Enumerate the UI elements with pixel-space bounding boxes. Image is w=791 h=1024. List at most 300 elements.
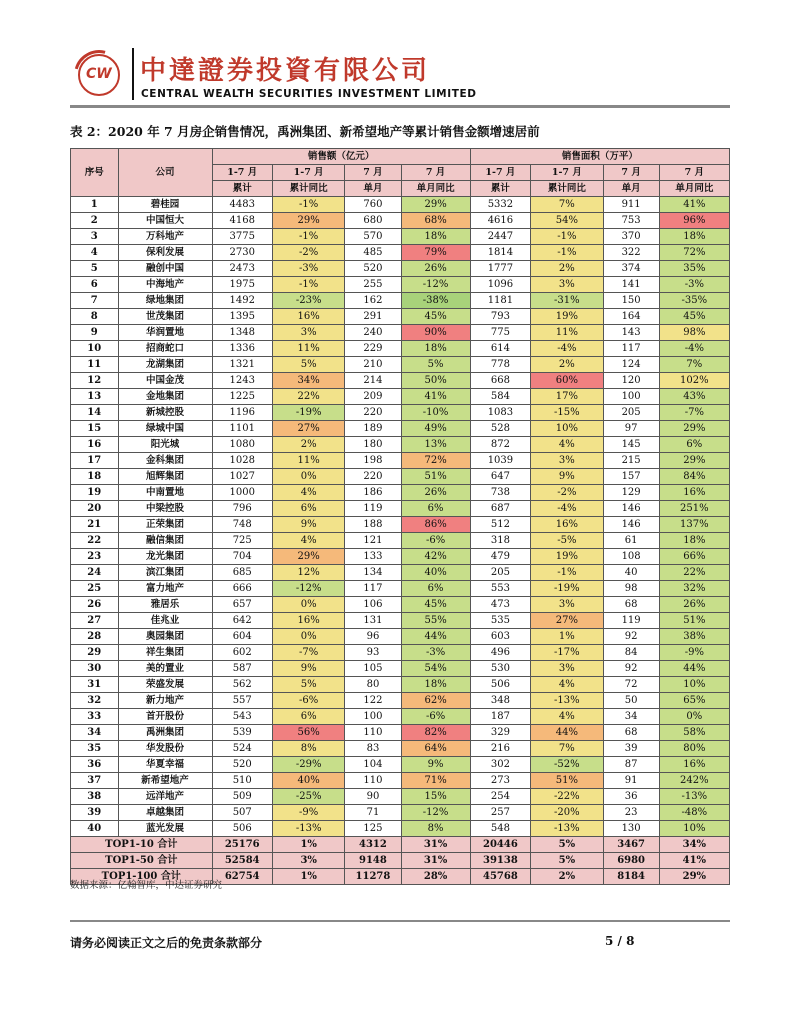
data-cell: -13%: [272, 821, 344, 837]
data-cell: 685: [212, 565, 272, 581]
row-number: 21: [71, 517, 119, 533]
total-cell: 6980: [603, 853, 659, 869]
total-cell: 29%: [659, 869, 729, 885]
data-cell: 141: [603, 277, 659, 293]
data-cell: 119: [603, 613, 659, 629]
data-cell: 214: [345, 373, 401, 389]
table-row: [71, 421, 730, 437]
data-cell: 55%: [401, 613, 470, 629]
company-name: 富力地产: [118, 581, 212, 597]
data-cell: 51%: [531, 773, 603, 789]
data-cell: 7%: [531, 741, 603, 757]
data-cell: 509: [212, 789, 272, 805]
company-name: 金科集团: [118, 453, 212, 469]
sub-header-top: 1-7 月: [531, 165, 603, 181]
company-name: 奥园集团: [118, 629, 212, 645]
row-number: 18: [71, 469, 119, 485]
data-cell: 273: [470, 773, 530, 789]
data-cell: 26%: [401, 485, 470, 501]
data-cell: 44%: [659, 661, 729, 677]
company-name: 绿地集团: [118, 293, 212, 309]
data-cell: 8%: [401, 821, 470, 837]
company-name: 雅居乐: [118, 597, 212, 613]
data-cell: 16%: [272, 613, 344, 629]
data-cell: -6%: [272, 693, 344, 709]
data-cell: 51%: [659, 613, 729, 629]
total-cell: 8184: [603, 869, 659, 885]
data-cell: 4%: [531, 677, 603, 693]
data-cell: 704: [212, 549, 272, 565]
data-cell: 587: [212, 661, 272, 677]
data-cell: 104: [345, 757, 401, 773]
data-cell: 5%: [401, 357, 470, 373]
data-cell: -9%: [272, 805, 344, 821]
data-cell: 7%: [531, 197, 603, 213]
data-cell: 496: [470, 645, 530, 661]
data-cell: 54%: [401, 661, 470, 677]
sub-header-bottom: 累计: [212, 181, 272, 197]
data-cell: 44%: [531, 725, 603, 741]
total-cell: 11278: [345, 869, 401, 885]
table-row: [71, 677, 730, 693]
data-cell: 86%: [401, 517, 470, 533]
table-row: [71, 389, 730, 405]
data-cell: 92: [603, 661, 659, 677]
row-number: 5: [71, 261, 119, 277]
row-number: 33: [71, 709, 119, 725]
data-cell: 102%: [659, 373, 729, 389]
table-row: [71, 197, 730, 213]
data-cell: -3%: [401, 645, 470, 661]
data-cell: -3%: [659, 277, 729, 293]
total-cell: 34%: [659, 837, 729, 853]
data-cell: 16%: [659, 485, 729, 501]
company-name: 融信集团: [118, 533, 212, 549]
row-number: 24: [71, 565, 119, 581]
data-cell: -3%: [272, 261, 344, 277]
header-rule: [70, 105, 730, 108]
footer-rule: [70, 920, 730, 922]
data-cell: 19%: [531, 309, 603, 325]
company-name: 正荣集团: [118, 517, 212, 533]
data-cell: 186: [345, 485, 401, 501]
data-cell: 36: [603, 789, 659, 805]
data-cell: 872: [470, 437, 530, 453]
data-cell: 108: [603, 549, 659, 565]
data-cell: 6%: [659, 437, 729, 453]
data-cell: 122: [345, 693, 401, 709]
data-cell: -5%: [531, 533, 603, 549]
data-cell: 6%: [272, 501, 344, 517]
table-row: [71, 693, 730, 709]
total-cell: 41%: [659, 853, 729, 869]
table-row: [71, 645, 730, 661]
data-cell: 666: [212, 581, 272, 597]
total-cell: 5%: [531, 853, 603, 869]
total-cell: 45768: [470, 869, 530, 885]
sub-header-top: 7 月: [345, 165, 401, 181]
data-cell: 1196: [212, 405, 272, 421]
data-cell: 29%: [272, 213, 344, 229]
data-cell: -48%: [659, 805, 729, 821]
company-name-cn: 中達證券投資有限公司: [140, 56, 431, 86]
data-cell: 557: [212, 693, 272, 709]
data-cell: 72%: [659, 245, 729, 261]
data-cell: 98%: [659, 325, 729, 341]
data-cell: 100: [603, 389, 659, 405]
table-row: [71, 341, 730, 357]
data-cell: 18%: [401, 341, 470, 357]
data-cell: -12%: [401, 277, 470, 293]
data-cell: 473: [470, 597, 530, 613]
data-cell: 90: [345, 789, 401, 805]
data-cell: 4168: [212, 213, 272, 229]
data-cell: 0%: [272, 469, 344, 485]
data-cell: 1181: [470, 293, 530, 309]
data-cell: 16%: [659, 757, 729, 773]
total-cell: 2%: [531, 869, 603, 885]
row-number: 16: [71, 437, 119, 453]
data-cell: 8%: [272, 741, 344, 757]
row-number: 12: [71, 373, 119, 389]
row-number: 20: [71, 501, 119, 517]
data-cell: 242%: [659, 773, 729, 789]
data-cell: 2473: [212, 261, 272, 277]
data-cell: 96%: [659, 213, 729, 229]
data-cell: 10%: [659, 821, 729, 837]
data-cell: 16%: [531, 517, 603, 533]
data-cell: -1%: [531, 245, 603, 261]
company-name: 中海地产: [118, 277, 212, 293]
data-cell: 68%: [401, 213, 470, 229]
data-cell: 240: [345, 325, 401, 341]
data-cell: 205: [603, 405, 659, 421]
data-cell: 479: [470, 549, 530, 565]
table-row: [71, 309, 730, 325]
row-number: 30: [71, 661, 119, 677]
data-cell: 34%: [272, 373, 344, 389]
data-cell: 143: [603, 325, 659, 341]
data-cell: -1%: [272, 277, 344, 293]
row-number: 31: [71, 677, 119, 693]
company-name: 新希望地产: [118, 773, 212, 789]
company-name: 新力地产: [118, 693, 212, 709]
data-cell: -19%: [272, 405, 344, 421]
data-cell: 125: [345, 821, 401, 837]
data-cell: 570: [345, 229, 401, 245]
row-number: 8: [71, 309, 119, 325]
data-cell: 45%: [401, 309, 470, 325]
data-cell: 725: [212, 533, 272, 549]
data-cell: 43%: [659, 389, 729, 405]
data-cell: 129: [603, 485, 659, 501]
data-cell: 56%: [272, 725, 344, 741]
data-cell: 187: [470, 709, 530, 725]
table-row: [71, 613, 730, 629]
total-cell: 4312: [345, 837, 401, 853]
row-number: 36: [71, 757, 119, 773]
table-row: [71, 517, 730, 533]
data-cell: 1039: [470, 453, 530, 469]
data-cell: 130: [603, 821, 659, 837]
row-number: 25: [71, 581, 119, 597]
company-name: 旭辉集团: [118, 469, 212, 485]
data-cell: 198: [345, 453, 401, 469]
data-cell: 1028: [212, 453, 272, 469]
total-cell: 3467: [603, 837, 659, 853]
data-cell: 5%: [272, 677, 344, 693]
data-cell: 1027: [212, 469, 272, 485]
data-cell: 39: [603, 741, 659, 757]
row-number: 40: [71, 821, 119, 837]
company-name: 滨江集团: [118, 565, 212, 581]
data-cell: 18%: [659, 229, 729, 245]
data-cell: 80: [345, 677, 401, 693]
data-cell: 40%: [272, 773, 344, 789]
total-cell: 1%: [272, 869, 344, 885]
data-cell: -35%: [659, 293, 729, 309]
row-number: 4: [71, 245, 119, 261]
data-cell: 1321: [212, 357, 272, 373]
data-cell: 796: [212, 501, 272, 517]
data-cell: 528: [470, 421, 530, 437]
data-cell: 29%: [659, 421, 729, 437]
table-row: [71, 245, 730, 261]
company-name: 首开股份: [118, 709, 212, 725]
data-cell: 1395: [212, 309, 272, 325]
data-cell: 98: [603, 581, 659, 597]
data-cell: 4%: [272, 485, 344, 501]
table-row: [71, 229, 730, 245]
data-cell: 34: [603, 709, 659, 725]
row-number: 17: [71, 453, 119, 469]
data-cell: 602: [212, 645, 272, 661]
total-cell: 52584: [212, 853, 272, 869]
data-cell: 45%: [401, 597, 470, 613]
data-cell: 84%: [659, 469, 729, 485]
sales-table: [70, 148, 730, 885]
table-row: [71, 325, 730, 341]
table-row: [71, 213, 730, 229]
row-number: 11: [71, 357, 119, 373]
data-cell: -4%: [531, 501, 603, 517]
table-row: [71, 757, 730, 773]
data-cell: 520: [212, 757, 272, 773]
data-cell: 1%: [531, 629, 603, 645]
data-cell: 485: [345, 245, 401, 261]
data-cell: -9%: [659, 645, 729, 661]
data-cell: 9%: [272, 517, 344, 533]
data-cell: 657: [212, 597, 272, 613]
row-number: 19: [71, 485, 119, 501]
data-cell: 1777: [470, 261, 530, 277]
company-name: 中国恒大: [118, 213, 212, 229]
data-cell: 146: [603, 517, 659, 533]
col-header-no: 序号: [71, 149, 119, 197]
data-cell: 775: [470, 325, 530, 341]
data-cell: 16%: [272, 309, 344, 325]
data-cell: 11%: [272, 341, 344, 357]
data-cell: 6%: [272, 709, 344, 725]
data-cell: -13%: [531, 693, 603, 709]
data-cell: -7%: [659, 405, 729, 421]
data-cell: 19%: [531, 549, 603, 565]
total-cell: 31%: [401, 853, 470, 869]
data-cell: 146: [603, 501, 659, 517]
row-number: 37: [71, 773, 119, 789]
data-cell: -1%: [531, 565, 603, 581]
data-cell: 506: [212, 821, 272, 837]
data-cell: 150: [603, 293, 659, 309]
data-cell: 1492: [212, 293, 272, 309]
total-cell: 25176: [212, 837, 272, 853]
data-cell: 61: [603, 533, 659, 549]
data-cell: 162: [345, 293, 401, 309]
data-cell: -13%: [659, 789, 729, 805]
company-name: 招商蛇口: [118, 341, 212, 357]
data-cell: 370: [603, 229, 659, 245]
company-name: 佳兆业: [118, 613, 212, 629]
data-cell: 32%: [659, 581, 729, 597]
sub-header-bottom: 单月: [603, 181, 659, 197]
data-cell: 164: [603, 309, 659, 325]
total-label: TOP1-100 合计: [71, 869, 213, 885]
data-cell: 5332: [470, 197, 530, 213]
group-header-area: 销售面积（万平）: [470, 149, 729, 165]
data-cell: 110: [345, 773, 401, 789]
data-cell: 322: [603, 245, 659, 261]
row-number: 34: [71, 725, 119, 741]
data-cell: 510: [212, 773, 272, 789]
data-cell: -4%: [659, 341, 729, 357]
sub-header-bottom: 单月同比: [659, 181, 729, 197]
table-row: [71, 533, 730, 549]
row-number: 39: [71, 805, 119, 821]
data-cell: 131: [345, 613, 401, 629]
data-cell: 539: [212, 725, 272, 741]
data-cell: 2%: [272, 437, 344, 453]
table-row: [71, 293, 730, 309]
data-cell: 49%: [401, 421, 470, 437]
data-cell: 41%: [659, 197, 729, 213]
data-cell: -6%: [401, 709, 470, 725]
company-name: 中南置地: [118, 485, 212, 501]
data-cell: 251%: [659, 501, 729, 517]
company-name: 华夏幸福: [118, 757, 212, 773]
data-cell: 92: [603, 629, 659, 645]
data-cell: 1101: [212, 421, 272, 437]
total-cell: 3%: [272, 853, 344, 869]
data-cell: 584: [470, 389, 530, 405]
data-cell: 64%: [401, 741, 470, 757]
data-cell: -25%: [272, 789, 344, 805]
data-cell: 50: [603, 693, 659, 709]
data-cell: -1%: [272, 229, 344, 245]
data-cell: 1243: [212, 373, 272, 389]
table-row: [71, 581, 730, 597]
data-cell: 348: [470, 693, 530, 709]
data-source-note: 数据来源：亿翰智库，中达证券研究: [70, 880, 223, 891]
data-cell: -12%: [401, 805, 470, 821]
data-cell: 120: [603, 373, 659, 389]
data-cell: 1080: [212, 437, 272, 453]
data-cell: 520: [345, 261, 401, 277]
data-cell: 302: [470, 757, 530, 773]
data-cell: 66%: [659, 549, 729, 565]
data-cell: -6%: [401, 533, 470, 549]
data-cell: 680: [345, 213, 401, 229]
data-cell: 72%: [401, 453, 470, 469]
row-number: 27: [71, 613, 119, 629]
row-number: 15: [71, 421, 119, 437]
total-cell: 9148: [345, 853, 401, 869]
total-cell: 31%: [401, 837, 470, 853]
data-cell: 3%: [531, 661, 603, 677]
data-cell: -52%: [531, 757, 603, 773]
data-cell: 318: [470, 533, 530, 549]
data-cell: 1336: [212, 341, 272, 357]
data-cell: 22%: [659, 565, 729, 581]
data-cell: -23%: [272, 293, 344, 309]
table-row: [71, 373, 730, 389]
data-cell: 18%: [659, 533, 729, 549]
data-cell: 3%: [531, 453, 603, 469]
company-name: 新城控股: [118, 405, 212, 421]
data-cell: 65%: [659, 693, 729, 709]
data-cell: -4%: [531, 341, 603, 357]
data-cell: 793: [470, 309, 530, 325]
company-logo: [70, 42, 130, 102]
data-cell: 374: [603, 261, 659, 277]
data-cell: 22%: [272, 389, 344, 405]
data-cell: -7%: [272, 645, 344, 661]
data-cell: -20%: [531, 805, 603, 821]
data-cell: 72: [603, 677, 659, 693]
data-cell: 2%: [531, 261, 603, 277]
data-cell: 562: [212, 677, 272, 693]
data-cell: 90%: [401, 325, 470, 341]
data-cell: 9%: [401, 757, 470, 773]
data-cell: 687: [470, 501, 530, 517]
data-cell: -1%: [272, 197, 344, 213]
data-cell: 38%: [659, 629, 729, 645]
row-number: 2: [71, 213, 119, 229]
table-row: [71, 725, 730, 741]
logo-text: CW: [86, 66, 112, 82]
data-cell: 26%: [401, 261, 470, 277]
row-number: 6: [71, 277, 119, 293]
row-number: 28: [71, 629, 119, 645]
total-label: TOP1-10 合计: [71, 837, 213, 853]
total-row: [71, 853, 730, 869]
data-cell: 100: [345, 709, 401, 725]
data-cell: 23: [603, 805, 659, 821]
row-number: 3: [71, 229, 119, 245]
company-name: 中国金茂: [118, 373, 212, 389]
company-name: 融创中国: [118, 261, 212, 277]
data-cell: 40: [603, 565, 659, 581]
sub-header-top: 7 月: [603, 165, 659, 181]
data-cell: 44%: [401, 629, 470, 645]
company-name: 中梁控股: [118, 501, 212, 517]
sub-header-top: 1-7 月: [272, 165, 344, 181]
data-cell: -22%: [531, 789, 603, 805]
data-cell: 778: [470, 357, 530, 373]
data-cell: -15%: [531, 405, 603, 421]
data-cell: 18%: [401, 229, 470, 245]
company-name: 阳光城: [118, 437, 212, 453]
table-row: [71, 741, 730, 757]
